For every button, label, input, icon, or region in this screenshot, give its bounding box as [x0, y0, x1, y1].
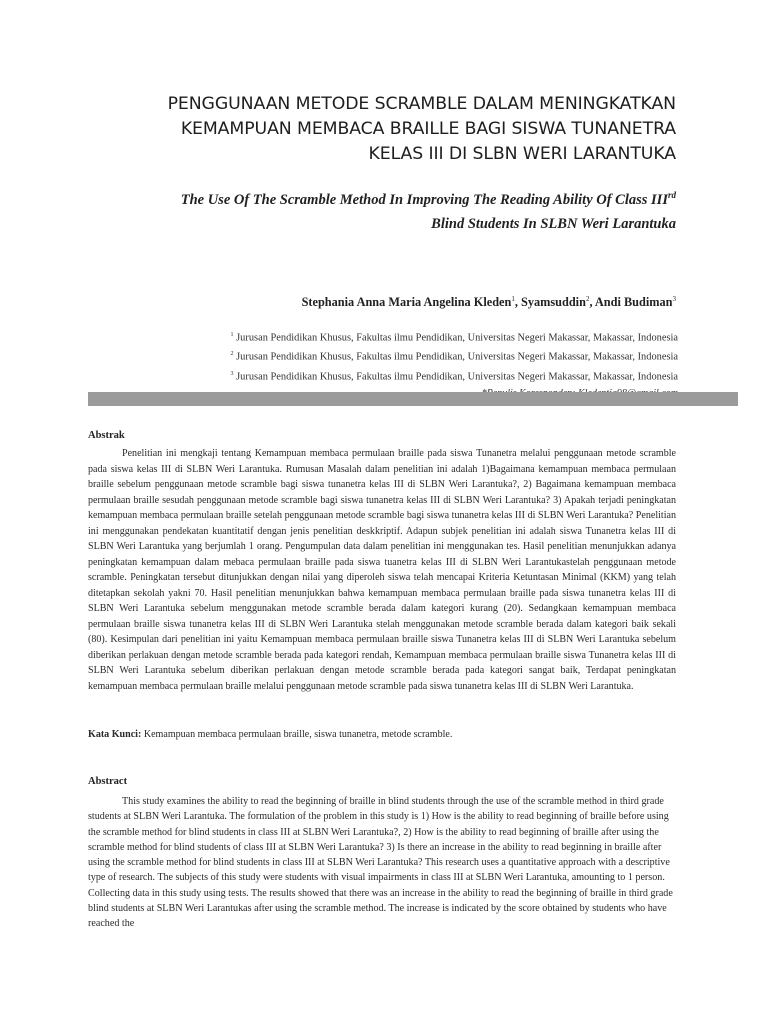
subtitle-line [80, 183, 676, 212]
author-name: Andi Budiman [594, 295, 673, 310]
author-name: Stephania Anna Maria Angelina Kleden [301, 295, 512, 310]
author-affiliation-mark: 3 [672, 295, 676, 303]
affiliation-text: Jurusan Pendidikan Khusus, Fakultas ilmu Pendidikan, Universitas Negeri Makassar, Makassar, Indonesia [236, 351, 678, 363]
affiliation-mark: 1 [230, 332, 234, 338]
title-line: KEMAMPUAN MEMBACA BRAILLE BAGI SISWA TUNANETRA [180, 119, 676, 139]
keywords-label: Kata Kunci: [88, 729, 142, 740]
keywords-text: Kemampuan membaca permulaan braille, siswa tunanetra, metode scramble. [141, 729, 453, 740]
author-separator: , [589, 295, 595, 310]
keywords [88, 729, 676, 740]
abstract-heading: Abstract [88, 776, 128, 787]
affiliation-mark: 2 [230, 351, 234, 358]
subtitle-line: Blind Students In SLBN Weri Larantuka [431, 215, 676, 232]
affiliation-line [150, 366, 678, 385]
affiliation-line [150, 346, 678, 365]
abstrak-paragraph: Penelitian ini mengkaji tentang Kemampuan membaca permulaan braille pada siswa Tunanetra melalui penggunaan metode scramble pada siswa kelas III di SLBN Weri Larantuka. Rumusan Masalah dalam penelitian ini adalah 1)Bagaimana kemampuan membaca permulaan braille sebelum penggunaan metode scramble bagi siswa tunanetra kelas III di SLBN Weri Larantuka?, 2) Bagaimana kemampuan membaca permulaan braille sesudah penggunaan metode scramble bagi siswa tunanetra kelas III di SLBN Weri Larantuka? 3) Apakah terjadi peningkatan kemampuan membaca permulaan braille setelah penggunaan metode scramble bagi siswa tunanetra kelas III di SLBN Weri Larantuka? Penelitian ini menggunakan pendekatan kuantitatif dengan jenis penelitian deskkriptif. Adapun subjek penelitian ini adalah siswa Tunanetra kelas III di SLBN Weri Larantuka yang berjumlah 1 orang. Pengumpulan data dalam penelitian ini menggunakan tes. Hasil penelitian menunjukkan adanya peningkatan kemampuan dalam mebaca permulaan braille pada siswa tuanetra kelas III di SLBN Weri Larantukastelah penggunaan metode scramble. Peningkatan tersebut ditunjukkan dengan nilai yang diperoleh siswa telah mencapai Kriteria Ketuntasan Minimal (KKM) yang telah ditetapkan sekolah yakni 70. Hasil penelitian menunjukkan bahwa kemampuan membaca permulaan braille pada siswa tunanetra kelas III di SLBN Weri Larantuka sebelum menggunakan metode scramble berada dalam kategori kurang (20). Sedangkaan kemampuan membaca permulaan braille siswa tunanetra kelas III di SLBN Weri Larantuka stelah menggunakan metode scramble berada dalam kategori baik sekali (80). Kesimpulan dari penelitian ini yaitu Kemampuan membaca permulaan braille siswa Tunanetra kelas III di SLBN Weri Larantuka sebelum diberikan perlakuan dengan metode scramble berada pada kategori rendah, Kemampuan membaca permulaan braille siswa Tunanetra kelas III di SLBN Weri Larantuka sebelum diberikan perlakuan dengan metode scramble berada pada kategori sangat baik, Terdapat peningkatan kemampuan membaca permulaan braille melalui penggunaan metode scramble pada siswa tunanetra kelas III di SLBN Weri Larantuka. [88, 448, 676, 692]
abstract-paragraph: This study examines the ability to read the beginning of braille in blind students through the use of the scramble method in third grade students at SLBN Weri Larantuka. The formulation of the problem in this study is 1) How is the ability to read beginning of braille before using the scramble method for blind students in class III at SLBN Weri Larantuka?, 2) How is the ability to read beginning of braille after using the scramble method for blind students of class III at SLBN Weri Larantuka? 3) Is there an increase in the ability to read beginning in braille after using the scramble method for blind students in class III at SLBN Weri Larantuka? This research uses a quantitative approach with a descriptive type of research. The subjects of this study were students with visual impairments in class III at SLBN Weri Larantuka, amounting to 1 person. Collecting data in this study using tests. The results showed that there was an increase in the ability to read the beginning of braille in third grade blind students at SLBN Weri Larantukas after using the scramble method. The increase is indicated by the score obtained by students who have reached the [88, 796, 673, 930]
author-affiliation-mark: 1 [511, 295, 515, 303]
subtitle-text: The Use Of The Scramble Method In Improving The Reading Ability Of Class III [180, 191, 668, 208]
author-affiliation-mark: 2 [585, 295, 590, 303]
english-subtitle [80, 183, 676, 236]
affiliation-text: Jurusan Pendidikan Khusus, Fakultas ilmu Pendidikan, Universitas Negeri Makassar, Makassar, Indonesia [236, 332, 678, 344]
affiliation-mark: 3 [230, 370, 234, 377]
author-separator: , [514, 295, 521, 310]
author-list [200, 295, 676, 310]
affiliation-text: Jurusan Pendidikan Khusus, Fakultas ilmu Pendidikan, Universitas Negeri Makassar, Makassar, Indonesia [236, 371, 678, 383]
author-name: Syamsuddin [521, 295, 586, 310]
subtitle-superscript: rd [667, 190, 676, 200]
affiliation-line [150, 327, 678, 346]
title-line: PENGGUNAAN METODE SCRAMBLE DALAM MENINGKATKAN [167, 94, 676, 114]
paper-title [60, 92, 676, 167]
header-divider-bar [88, 392, 738, 406]
title-line: KELAS III DI SLBN WERI LARANTUKA [368, 144, 676, 164]
abstrak-heading: Abstrak [88, 430, 125, 441]
